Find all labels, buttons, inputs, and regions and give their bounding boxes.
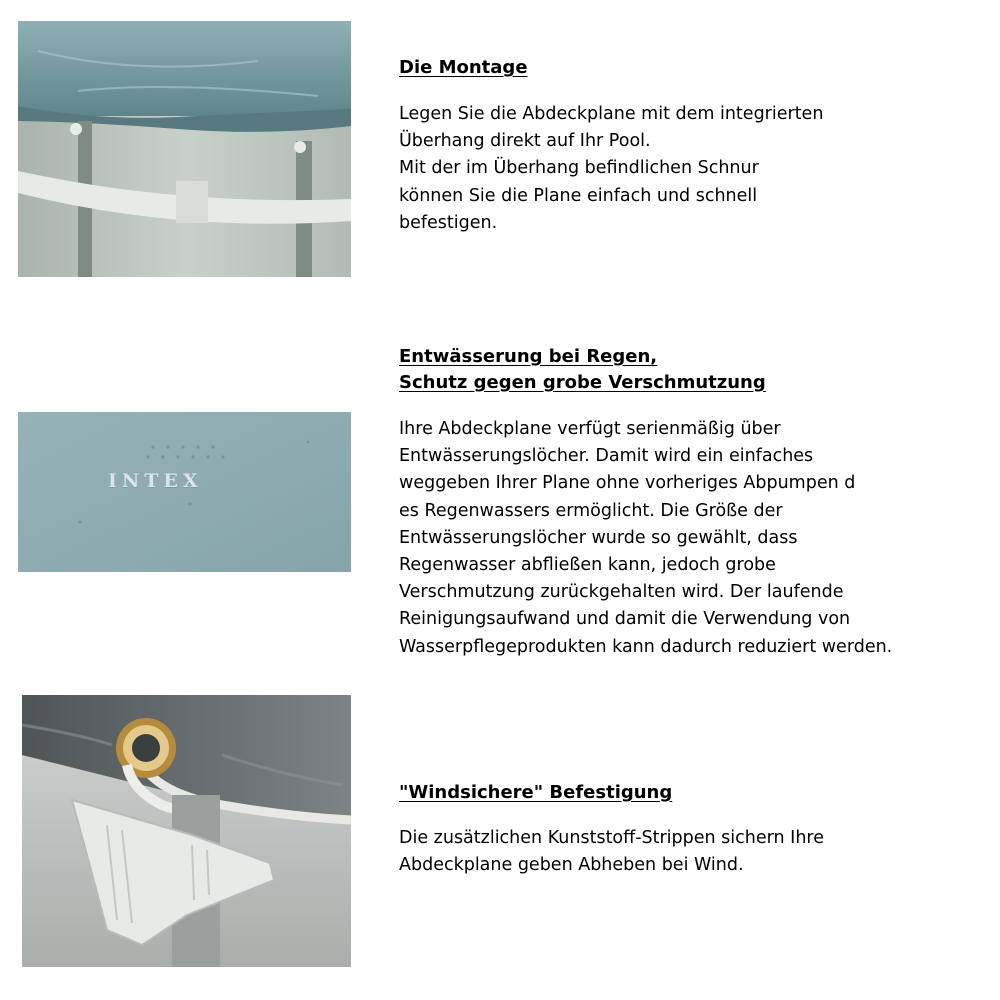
photo-cover-installation xyxy=(18,21,351,277)
body-line: es Regenwassers ermöglicht. Die Größe der xyxy=(399,500,783,521)
body-line: Ihre Abdeckplane verfügt serienmäßig über xyxy=(399,419,781,439)
section-drainage xyxy=(399,345,892,661)
photo-cover-drainage xyxy=(18,412,351,572)
body-line: Legen Sie die Abdeckplane mit dem integrierten xyxy=(399,104,824,124)
section-heading: Entwässerung bei Regen, xyxy=(399,346,658,367)
intex-logo: INTEX xyxy=(108,470,203,492)
section-wind-fastening xyxy=(399,781,824,879)
body-line: Verschmutzung zurückgehalten wird. Der laufende xyxy=(399,582,844,603)
section-montage xyxy=(399,56,823,237)
photo-wind-fastening xyxy=(22,695,351,967)
body-line: Die zusätzlichen Kunststoff-Strippen sichern Ihre xyxy=(399,828,825,848)
body-line: Wasserpflegeprodukten kann dadurch reduziert werden. xyxy=(399,636,893,657)
body-line: Regenwasser abfließen kann, jedoch grobe xyxy=(399,555,776,576)
section-heading: Die Montage xyxy=(399,57,528,78)
body-line: Abdeckplane geben Abheben bei Wind. xyxy=(399,855,744,876)
body-line: befestigen. xyxy=(399,212,498,233)
body-line: können Sie die Plane einfach und schnell xyxy=(399,185,758,206)
body-line: Reinigungsaufwand und damit die Verwendung von xyxy=(399,609,851,630)
body-line: weggeben Ihrer Plane ohne vorheriges Abpumpen d xyxy=(399,473,856,494)
body-line: Überhang direkt auf Ihr Pool. xyxy=(399,131,651,152)
body-line: Mit der im Überhang befindlichen Schnur xyxy=(399,158,759,179)
section-heading: Schutz gegen grobe Verschmutzung xyxy=(399,372,766,393)
section-heading: "Windsichere" Befestigung xyxy=(399,782,673,803)
body-line: Entwässerungslöcher. Damit wird ein einfaches xyxy=(399,446,814,467)
body-line: Entwässerungslöcher wurde so gewählt, dass xyxy=(399,527,798,548)
